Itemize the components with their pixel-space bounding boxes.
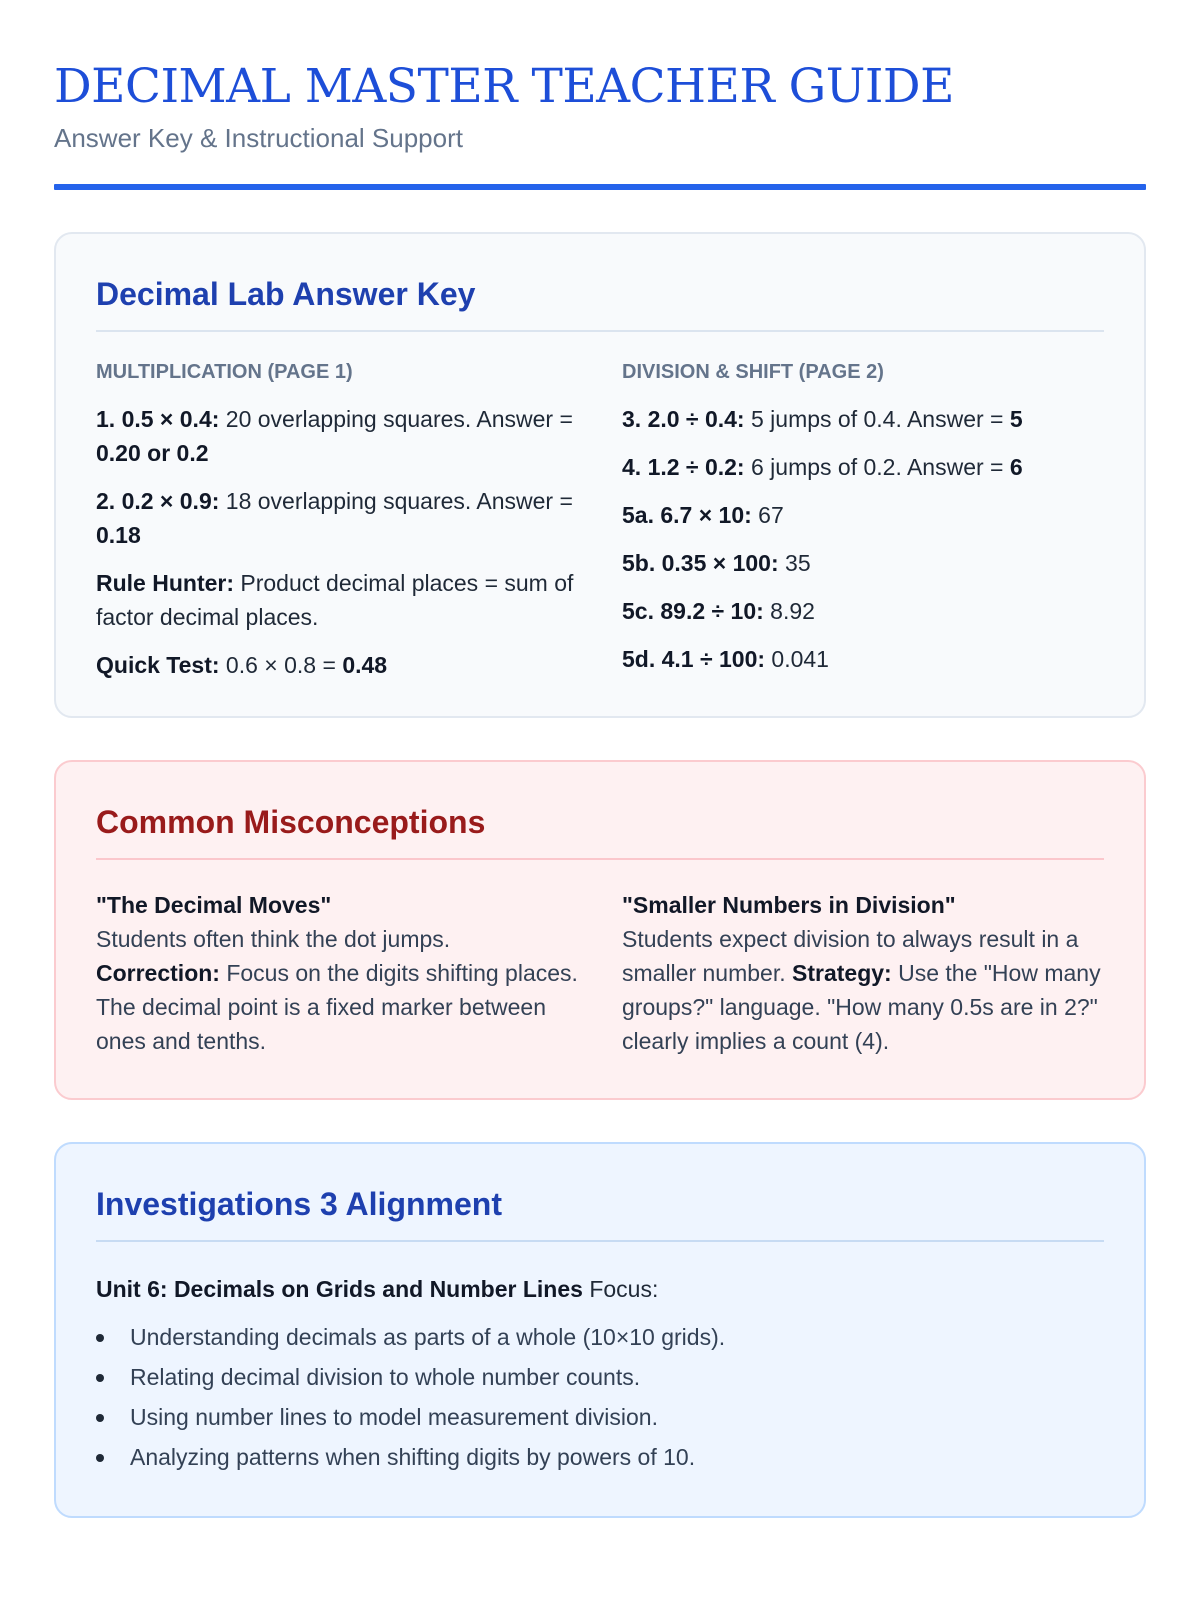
misconception-item bbox=[96, 888, 578, 1058]
answer-entry bbox=[96, 648, 578, 682]
list-item bbox=[96, 1360, 1104, 1394]
entry-text: 18 overlapping squares. Answer = bbox=[219, 488, 573, 514]
division-column bbox=[622, 360, 1104, 696]
unit-label: Unit 6: Decimals on Grids and Number Lines bbox=[96, 1276, 583, 1302]
unit-suffix: Focus: bbox=[582, 1276, 659, 1302]
misconception-text bbox=[622, 922, 1104, 1058]
misconception-title: "Smaller Numbers in Division" bbox=[622, 892, 956, 918]
entry-answer: 0.48 bbox=[342, 652, 388, 678]
entry-answer: 6 bbox=[1009, 454, 1023, 480]
list-item bbox=[96, 1440, 1104, 1474]
answer-entry bbox=[96, 484, 578, 552]
answer-key-divider bbox=[96, 330, 1104, 332]
entry-text: 67 bbox=[751, 502, 784, 528]
entry-label: 5c. 89.2 ÷ 10: bbox=[622, 598, 764, 624]
bullet-icon bbox=[96, 1454, 104, 1462]
unit-focus-line bbox=[96, 1272, 1104, 1306]
entry-label: 2. 0.2 × 0.9: bbox=[96, 488, 220, 514]
misconception-item bbox=[622, 888, 1104, 1058]
entry-label: 3. 2.0 ÷ 0.4: bbox=[622, 406, 745, 432]
answer-entry bbox=[622, 402, 1104, 436]
answer-entry bbox=[622, 450, 1104, 484]
answer-key-card bbox=[54, 232, 1146, 718]
entry-text: 6 jumps of 0.2. Answer = bbox=[744, 454, 1010, 480]
bullet-icon bbox=[96, 1334, 104, 1342]
entry-label: 5d. 4.1 ÷ 100: bbox=[622, 646, 766, 672]
focus-list bbox=[96, 1320, 1104, 1474]
misconception-text-lead: Students often think the dot jumps. bbox=[96, 926, 451, 952]
entry-text: 0.041 bbox=[765, 646, 829, 672]
list-item-text: Analyzing patterns when shifting digits by powers of 10. bbox=[130, 1444, 696, 1470]
page-subtitle: Answer Key & Instructional Support bbox=[54, 123, 463, 153]
misconception-title: "The Decimal Moves" bbox=[96, 892, 332, 918]
title-divider bbox=[54, 184, 1146, 190]
entry-text: 20 overlapping squares. Answer = bbox=[219, 406, 573, 432]
misconceptions-divider bbox=[96, 858, 1104, 860]
entry-text: 5 jumps of 0.4. Answer = bbox=[744, 406, 1010, 432]
alignment-card bbox=[54, 1142, 1146, 1518]
entry-text: 35 bbox=[778, 550, 811, 576]
answer-key-title: Decimal Lab Answer Key bbox=[96, 276, 476, 312]
entry-label: Rule Hunter: bbox=[96, 570, 234, 596]
bullet-icon bbox=[96, 1414, 104, 1422]
answer-key-columns bbox=[96, 360, 1104, 696]
list-item bbox=[96, 1320, 1104, 1354]
entry-text: 0.6 × 0.8 = bbox=[219, 652, 343, 678]
list-item bbox=[96, 1400, 1104, 1434]
misconception-text-rest: Focus on the digits shifting places. The decimal point is a fixed marker between ones and tenths. bbox=[96, 960, 578, 1054]
misconception-strong: Strategy: bbox=[792, 960, 892, 986]
misconceptions-card bbox=[54, 760, 1146, 1100]
entry-label: 5a. 6.7 × 10: bbox=[622, 502, 752, 528]
multiplication-column bbox=[96, 360, 578, 696]
answer-entry bbox=[96, 566, 578, 634]
answer-entry bbox=[622, 642, 1104, 676]
misconception-text bbox=[96, 922, 578, 1058]
division-heading: DIVISION & SHIFT (PAGE 2) bbox=[622, 361, 884, 383]
multiplication-heading: MULTIPLICATION (PAGE 1) bbox=[96, 361, 353, 383]
answer-entry bbox=[622, 498, 1104, 532]
entry-label: 1. 0.5 × 0.4: bbox=[96, 406, 220, 432]
answer-entry bbox=[96, 402, 578, 470]
entry-answer: 5 bbox=[1009, 406, 1023, 432]
list-item-text: Relating decimal division to whole number counts. bbox=[130, 1364, 641, 1390]
misconception-strong: Correction: bbox=[96, 960, 220, 986]
entry-answer: 0.18 bbox=[96, 522, 141, 548]
misconception-text-lead: Students expect division to always result in a smaller number. bbox=[622, 926, 1079, 986]
list-item-text: Understanding decimals as parts of a whole (10×10 grids). bbox=[130, 1324, 726, 1350]
list-item-text: Using number lines to model measurement division. bbox=[130, 1404, 658, 1430]
page-title: DECIMAL MASTER TEACHER GUIDE bbox=[54, 59, 954, 114]
entry-label: Quick Test: bbox=[96, 652, 220, 678]
misconceptions-columns bbox=[96, 888, 1104, 1058]
entry-label: 5b. 0.35 × 100: bbox=[622, 550, 779, 576]
misconceptions-title: Common Misconceptions bbox=[96, 804, 486, 840]
alignment-divider bbox=[96, 1240, 1104, 1242]
entry-answer: 0.20 or 0.2 bbox=[96, 440, 209, 466]
answer-entry bbox=[622, 594, 1104, 628]
answer-entry bbox=[622, 546, 1104, 580]
entry-text: 8.92 bbox=[763, 598, 815, 624]
entry-label: 4. 1.2 ÷ 0.2: bbox=[622, 454, 745, 480]
entry-text: Product decimal places = sum of factor decimal places. bbox=[96, 570, 574, 630]
misconception-text-rest: Use the "How many groups?" language. "How many 0.5s are in 2?" clearly implies a count (4). bbox=[622, 960, 1101, 1054]
bullet-icon bbox=[96, 1374, 104, 1382]
alignment-title: Investigations 3 Alignment bbox=[96, 1186, 502, 1222]
